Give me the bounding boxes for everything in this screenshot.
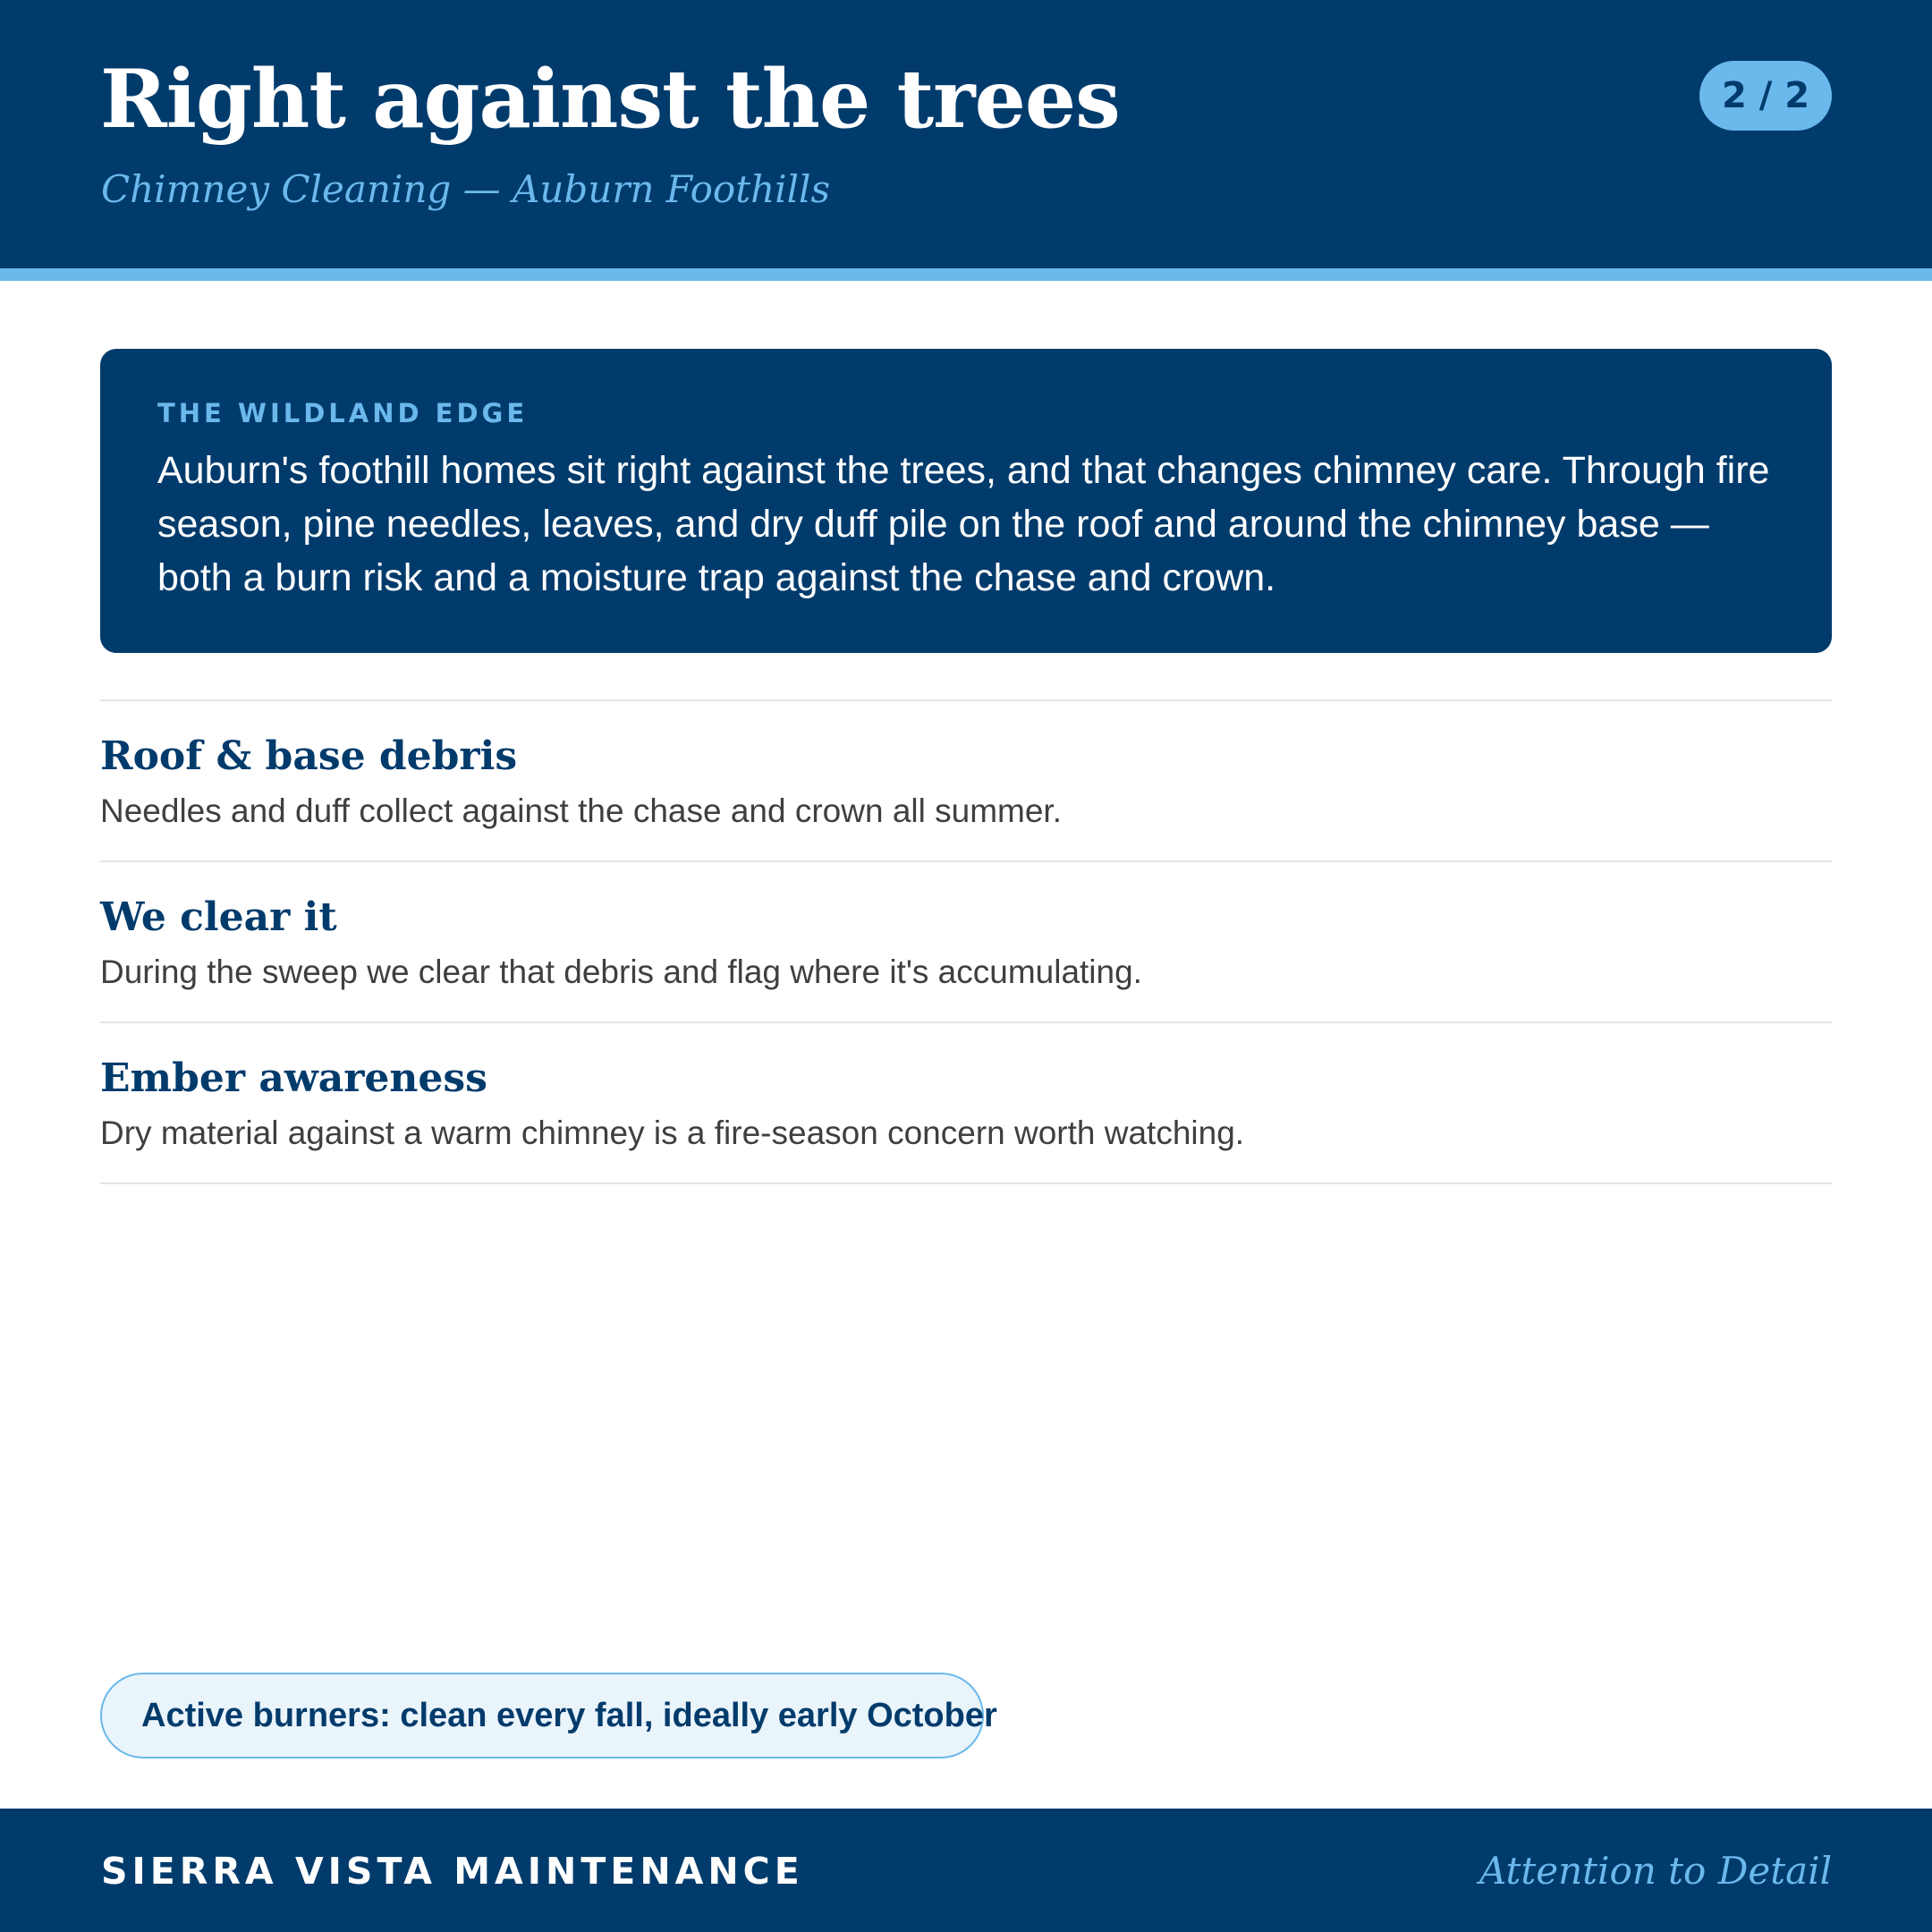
brand-name: SIERRA VISTA MAINTENANCE — [101, 1850, 804, 1893]
page-indicator-badge: 2 / 2 — [1699, 61, 1832, 131]
header-accent-stripe — [0, 268, 1932, 281]
item-title: Roof & base debris — [100, 733, 518, 779]
item-title: Ember awareness — [100, 1055, 487, 1101]
item-title: We clear it — [100, 894, 337, 940]
list-item — [100, 1023, 1832, 1184]
page-title: Right against the trees — [100, 52, 1120, 147]
list-item — [100, 862, 1832, 1023]
list-item — [100, 701, 1832, 862]
item-text: During the sweep we clear that debris and flag where it's accumulating. — [100, 953, 1142, 990]
wildland-edge-callout — [100, 349, 1832, 653]
footer-bar — [0, 1809, 1932, 1932]
callout-eyebrow: THE WILDLAND EDGE — [157, 398, 529, 428]
points-list — [100, 699, 1832, 1184]
callout-body: Auburn's foothill homes sit right against the trees, and that changes chimney care. Through fire season, pine needles, leaves, and dry duff pile on the roof and around the chimney base — both a burn risk and a moisture trap against the chase and crown. — [157, 449, 1770, 599]
page-subtitle: Chimney Cleaning — Auburn Foothills — [101, 167, 831, 211]
item-text: Needles and duff collect against the chase and crown all summer. — [100, 792, 1062, 829]
header-bar — [0, 0, 1932, 268]
brand-tagline: Attention to Detail — [1479, 1849, 1832, 1893]
item-text: Dry material against a warm chimney is a fire-season concern worth watching. — [100, 1114, 1245, 1151]
cleaning-schedule-note: Active burners: clean every fall, ideally early October — [100, 1673, 984, 1758]
